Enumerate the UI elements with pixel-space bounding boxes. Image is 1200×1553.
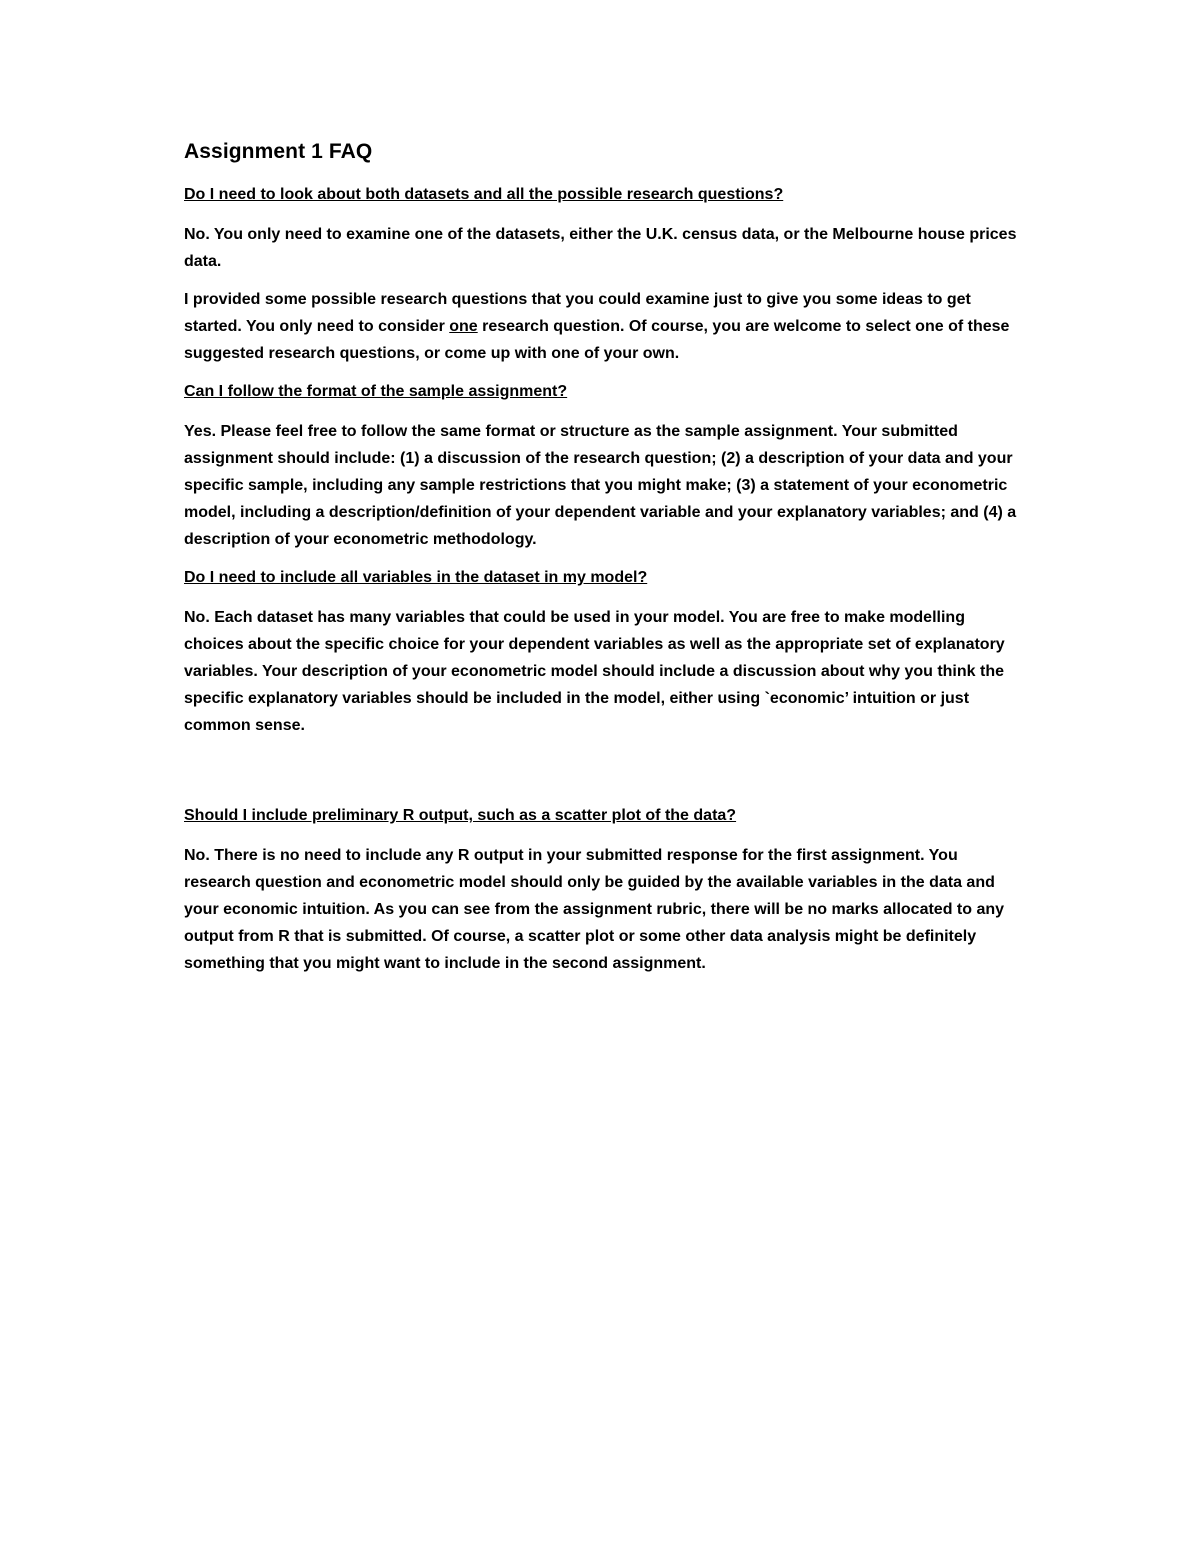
faq-item-variables — [184, 564, 1024, 739]
answer-text-before: I provided some possible research questions that you could examine just to give you some ideas to get started. You only need to consider — [184, 291, 971, 335]
faq-item-datasets — [184, 181, 1024, 367]
faq-question: Do I need to look about both datasets and all the possible research questions? — [184, 186, 784, 203]
faq-question: Do I need to include all variables in the dataset in my model? — [184, 569, 648, 586]
faq-answer: No. There is no need to include any R output in your submitted response for the first assignment. You research question and econometric model should only be guided by the available variables in the data and your economic intuition. As you can see from the assignment rubric, there will be no marks allocated to any output from R that is submitted. Of course, a scatter plot or some other data analysis might be definitely something that you might want to include in the second assignment. — [184, 847, 1005, 972]
faq-question: Should I include preliminary R output, such as a scatter plot of the data? — [184, 807, 737, 824]
faq-answer: No. You only need to examine one of the datasets, either the U.K. census data, or the Melbourne house prices data. — [184, 226, 1017, 270]
blank-line — [184, 750, 1024, 802]
faq-answer: No. Each dataset has many variables that could be used in your model. You are free to make modelling choices about the specific choice for your dependent variables as well as the appropriate set of explanatory variables. Your description of your econometric model should include a discussion about why you think the specific explanatory variables should be included in the model, either using `economic’ intuition or just common sense. — [184, 609, 1005, 734]
document-title: Assignment 1 FAQ — [184, 140, 373, 163]
faq-item-r-output — [184, 802, 1024, 977]
answer-text-after: research question. Of course, you are welcome to select one of these suggested research questions, or come up with one of your own. — [184, 318, 1010, 362]
faq-item-format — [184, 378, 1024, 553]
emphasis-one: one — [449, 318, 478, 335]
faq-question: Can I follow the format of the sample assignment? — [184, 383, 568, 400]
faq-answer-research-questions — [184, 286, 1024, 367]
document-body — [184, 137, 1024, 988]
faq-answer: Yes. Please feel free to follow the same format or structure as the sample assignment. Your submitted assignment should include: (1) a discussion of the research question; (2) a description of your data and your specific sample, including any sample restrictions that you might make; (3) a statement of your econometric model, including a description/definition of your dependent variable and your explanatory variables; and (4) a description of your econometric methodology. — [184, 423, 1017, 548]
